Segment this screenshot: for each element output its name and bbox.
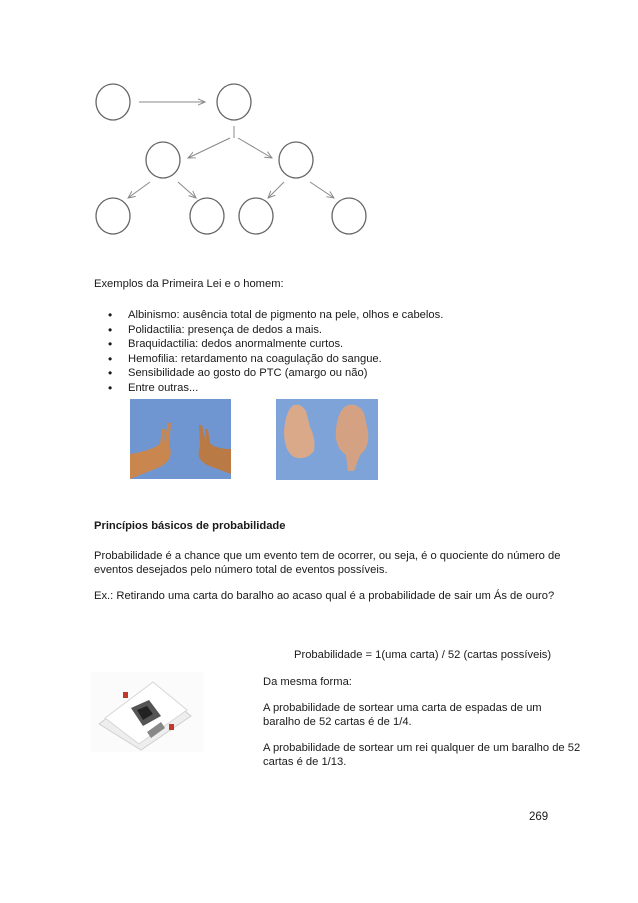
same-way-label: Da mesma forma: [263,676,352,688]
circle-f1-left [146,142,180,178]
circle-f2-1 [96,198,130,234]
list-item: • Braquidactilia: dedos anormalmente curtos. [96,337,443,352]
examples-list [96,308,443,395]
list-item: • Hemofilia: retardamento na coagulação do sangue. [96,352,443,367]
probability-definition-line2: eventos desejados pelo número total de eventos possíveis. [94,564,388,576]
circle-f2-3 [239,198,273,234]
probability-heading: Princípios básicos de probabilidade [94,520,286,532]
arrow-to-f2-4 [310,182,334,198]
circle-f1-right [279,142,313,178]
arrow-to-f1-left [188,138,230,158]
spades-probability-line2: baralho de 52 cartas é de 1/4. [263,716,412,728]
king-probability-line2: cartas é de 1/13. [263,756,347,768]
arrow-to-f2-1 [128,182,150,198]
brachydactyly-hands-photo [130,399,231,479]
playing-cards-photo [91,672,203,752]
probability-formula: Probabilidade = 1(uma carta) / 52 (cartas possíveis) [294,649,552,661]
polydactyly-hands-photo [276,399,378,480]
list-item: • Entre outras... [96,381,443,396]
probability-definition-line1: Probabilidade é a chance que um evento tem de ocorrer, ou seja, é o quociente do número de [94,550,561,562]
king-probability-line1: A probabilidade de sortear um rei qualquer de um baralho de 52 [263,742,581,754]
arrow-to-f2-2 [178,182,196,198]
pedigree-diagram [0,0,638,260]
list-item: • Polidactilia: presença de dedos a mais. [96,323,443,338]
page-number: 269 [529,811,549,823]
list-item: • Albinismo: ausência total de pigmento na pele, olhos e cabelos. [96,308,443,323]
circle-f2-4 [332,198,366,234]
examples-title: Exemplos da Primeira Lei e o homem: [94,278,284,290]
probability-example: Ex.: Retirando uma carta do baralho ao acaso qual é a probabilidade de sair um Ás de ouro? [94,590,555,602]
circle-parent-left [96,84,130,120]
arrow-to-f1-right [238,138,272,158]
circle-parent-right [217,84,251,120]
spades-probability-line1: A probabilidade de sortear uma carta de espadas de um [263,702,542,714]
list-item: • Sensibilidade ao gosto do PTC (amargo ou não) [96,366,443,381]
arrow-to-f2-3 [268,182,284,198]
circle-f2-2 [190,198,224,234]
